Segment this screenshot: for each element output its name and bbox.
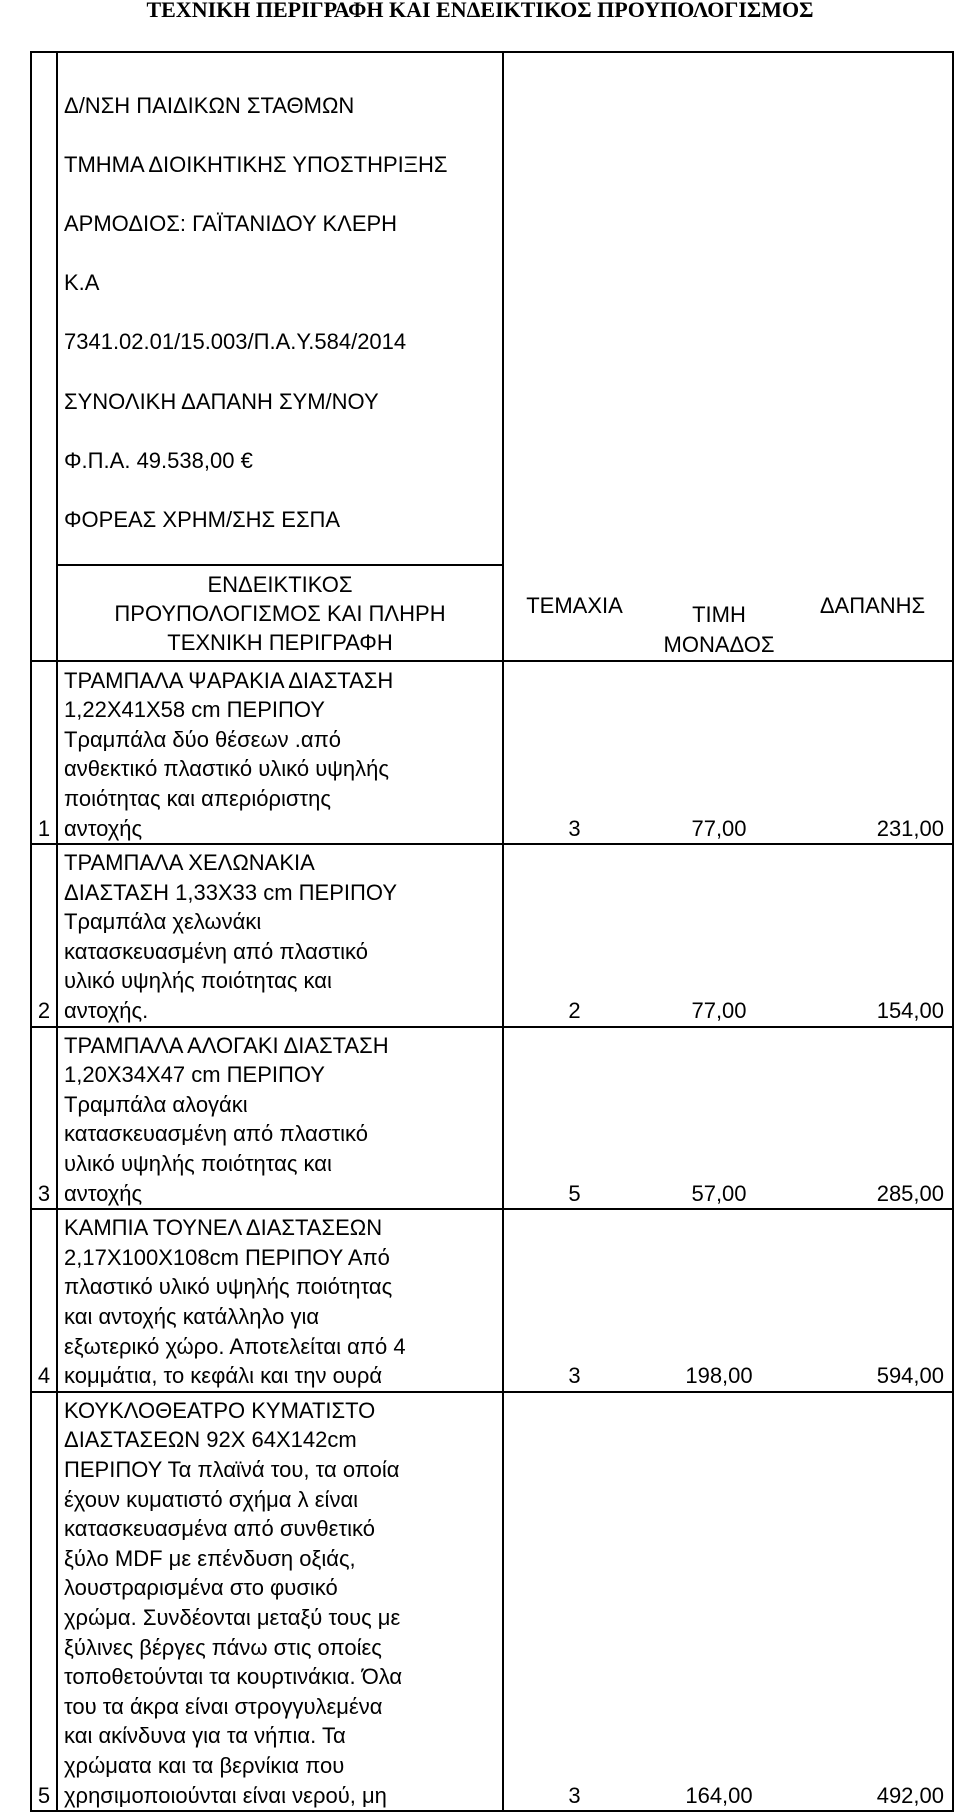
item-description-cell [57, 844, 503, 1027]
item-description: ΚΑΜΠΙΑ ΤΟΥΝΕΛ ΔΙΑΣΤΑΣΕΩΝ 2,17Χ100Χ108cm ΠΕΡΙΠΟΥ Από πλαστικό υλικό υψηλής ποιότητας και αντοχής κατάλληλο για εξωτερικό χώρο. Αποτελείται από 4 κομμάτια, το κεφάλι και την ουρά [64, 1215, 406, 1389]
header-description: ΕΝΔΕΙΚΤΙΚΟΣ ΠΡΟΥΠΟΛΟΓΙΣΜΟΣ ΚΑΙ ΠΛΗΡΗ ΤΕΧΝΙΚΗ ΠΕΡΙΓΡΑΦΗ [57, 565, 503, 661]
info-line: ΦΟΡΕΑΣ ΧΡΗΜ/ΣΗΣ ΕΣΠΑ [64, 506, 341, 532]
item-quantity: 3 [503, 1392, 645, 1811]
item-unit-price: 57,00 [645, 1027, 793, 1210]
item-unit-price: 77,00 [645, 661, 793, 844]
table-row [31, 1027, 953, 1210]
item-quantity: 3 [503, 1209, 645, 1392]
item-unit-price: 77,00 [645, 844, 793, 1027]
item-total: 594,00 [793, 1209, 953, 1392]
row-number: 5 [31, 1392, 57, 1811]
header-row [31, 565, 953, 661]
row-number: 2 [31, 844, 57, 1027]
item-unit-price: 164,00 [645, 1392, 793, 1811]
table-row [31, 661, 953, 844]
info-empty-cell [793, 52, 953, 565]
info-cell [57, 52, 503, 565]
item-quantity: 2 [503, 844, 645, 1027]
page-title: ΤΕΧΝΙΚΗ ΠΕΡΙΓΡΑΦΗ ΚΑΙ ΕΝΔΕΙΚΤΙΚΟΣ ΠΡΟΥΠΟΛΟΓΙΣΜΟΣ [146, 0, 814, 22]
info-empty-cell [503, 52, 645, 565]
item-description-cell [57, 1392, 503, 1811]
info-line: ΣΥΝΟΛΙΚΗ ΔΑΠΑΝΗ ΣΥΜ/ΝΟΥ [64, 388, 379, 414]
item-total: 231,00 [793, 661, 953, 844]
header-unit-price: ΤΙΜΗ ΜΟΝΑΔΟΣ [663, 602, 775, 658]
item-description-cell [57, 661, 503, 844]
item-quantity: 5 [503, 1027, 645, 1210]
info-line: 7341.02.01/15.003/Π.Α.Υ.584/2014 [64, 329, 407, 355]
item-description: ΚΟΥΚΛΟΘΕΑΤΡΟ ΚΥΜΑΤΙΣΤΟ ΔΙΑΣΤΑΣΕΩΝ 92Χ 64Χ142cm ΠΕΡΙΠΟΥ Τα πλαϊνά του, τα οποία έχουν κυματιστό σχήμα λ είναι κατασκευασμένα από συνθετικό ξύλο MDF με επένδυση οξιάς, λουστραρισμένα στο φυσικό χρώμα. Συνδέονται μεταξύ τους με ξύλινες βέργες πάνω στις οποίες τοποθετούνται τα κουρτινάκια. Όλα του τα άκρα είναι στρογγυλεμένα και ακίνδυνα για τα νήπια. Τα χρώματα και τα βερνίκια που χρησιμοποιούνται είναι νερού, μη [64, 1397, 403, 1808]
table-row [31, 1209, 953, 1392]
item-description: ΤΡΑΜΠΑΛΑ ΧΕΛΩΝΑΚΙΑ ΔΙΑΣΤΑΣΗ 1,33Χ33 cm ΠΕΡΙΠΟΥ Τραμπάλα χελωνάκι κατασκευασμένη από πλαστικό υλικό υψηλής ποιότητας και αντοχής. [64, 850, 397, 1024]
header-total: ΔΑΠΑΝΗΣ [793, 565, 953, 661]
row-number: 3 [31, 1027, 57, 1210]
table-row [31, 844, 953, 1027]
item-total: 492,00 [793, 1392, 953, 1811]
euro-icon: € [240, 447, 253, 473]
item-description: ΤΡΑΜΠΑΛΑ ΨΑΡΑΚΙΑ ΔΙΑΣΤΑΣΗ 1,22Χ41Χ58 cm ΠΕΡΙΠΟΥ Τραμπάλα δύο θέσεων .από ανθεκτικό πλαστικό υλικό υψηλής ποιότητας και απεριόριστης αντοχής [64, 667, 394, 841]
item-description-cell [57, 1209, 503, 1392]
budget-table [30, 51, 954, 1812]
info-line: Δ/ΝΣΗ ΠΑΙΔΙΚΩΝ ΣΤΑΘΜΩΝ [64, 92, 355, 118]
item-description-cell [57, 1027, 503, 1210]
info-empty-cell [645, 52, 793, 565]
info-line [64, 446, 494, 476]
item-total: 154,00 [793, 844, 953, 1027]
info-block [58, 61, 502, 564]
row-number: 1 [31, 661, 57, 844]
item-description: ΤΡΑΜΠΑΛΑ ΑΛΟΓΑΚΙ ΔΙΑΣΤΑΣΗ 1,20Χ34Χ47 cm ΠΕΡΙΠΟΥ Τραμπάλα αλογάκι κατασκευασμένη από πλαστικό υλικό υψηλής ποιότητας και αντοχής [64, 1032, 389, 1206]
info-row [31, 52, 953, 565]
item-quantity: 3 [503, 661, 645, 844]
info-line: ΑΡΜΟΔΙΟΣ: ΓΑΪΤΑΝΙΔΟΥ ΚΛΕΡΗ [64, 210, 398, 236]
header-quantity: ΤΕΜΑΧΙΑ [503, 565, 645, 661]
info-line: Κ.Α [64, 270, 100, 296]
item-unit-price: 198,00 [645, 1209, 793, 1392]
info-num-cell [31, 52, 57, 565]
info-line: ΤΜΗΜΑ ΔΙΟΙΚΗΤΙΚΗΣ ΥΠΟΣΤΗΡΙΞΗΣ [64, 151, 448, 177]
item-total: 285,00 [793, 1027, 953, 1210]
row-number: 4 [31, 1209, 57, 1392]
table-row [31, 1392, 953, 1811]
vat-amount: Φ.Π.Α. 49.538,00 [64, 447, 235, 473]
